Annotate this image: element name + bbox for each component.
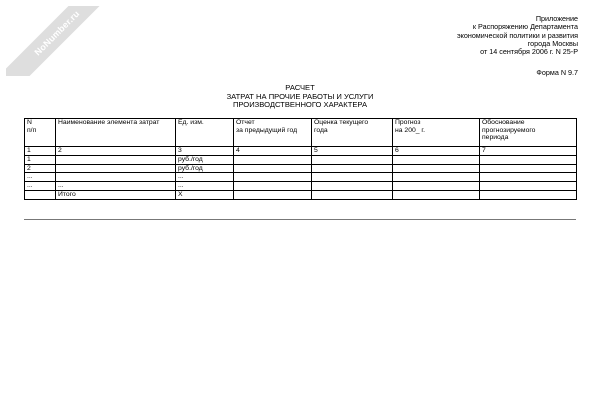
table-cell	[480, 173, 577, 182]
form-number: Форма N 9.7	[536, 68, 578, 77]
table-row	[25, 155, 577, 164]
table-cell	[480, 190, 577, 199]
table-cell	[234, 164, 312, 173]
header-cell: Оценка текущего года	[312, 119, 393, 147]
table-cell	[312, 164, 393, 173]
column-number-row	[25, 147, 577, 156]
table-row	[25, 173, 577, 182]
table-cell: 3	[176, 147, 234, 156]
table-cell	[393, 173, 480, 182]
table-cell	[480, 164, 577, 173]
table-cell	[234, 155, 312, 164]
table-cell	[312, 155, 393, 164]
table-cell: ...	[25, 173, 56, 182]
table-cell: ...	[25, 182, 56, 191]
table-cell	[393, 155, 480, 164]
table-cell: 4	[234, 147, 312, 156]
table-cell: 7	[480, 147, 577, 156]
table-cell	[234, 182, 312, 191]
page-divider	[24, 219, 576, 220]
header-cell: N п/п	[25, 119, 56, 147]
table-row-total	[25, 190, 577, 199]
table-cell: ...	[56, 182, 176, 191]
table-cell: 6	[393, 147, 480, 156]
table-cell: 1	[25, 155, 56, 164]
table-cell	[480, 155, 577, 164]
table-cell	[393, 164, 480, 173]
table-cell	[25, 190, 56, 199]
header-cell: Отчет за предыдущий год	[234, 119, 312, 147]
table-cell	[312, 190, 393, 199]
table-cell	[234, 173, 312, 182]
cost-table	[24, 118, 577, 200]
table-cell: X	[176, 190, 234, 199]
watermark	[6, 6, 106, 76]
table-cell	[56, 155, 176, 164]
header-cell: Прогноз на 200_ г.	[393, 119, 480, 147]
approval-line: к Распоряжению Департамента	[472, 22, 578, 32]
table-cell	[312, 173, 393, 182]
table-row	[25, 164, 577, 173]
table-header-row	[25, 119, 577, 147]
table-cell: 2	[56, 147, 176, 156]
approval-line: города Москвы	[527, 38, 578, 48]
header-cell: Ед. изм.	[176, 119, 234, 147]
table-cell	[234, 190, 312, 199]
approval-line: экономической политики и развития	[456, 30, 578, 40]
table-cell: Итого	[56, 190, 176, 199]
table-cell	[56, 164, 176, 173]
approval-line: от 14 сентября 2006 г. N 25-Р	[480, 47, 578, 57]
approval-block	[457, 15, 578, 56]
table-row	[25, 182, 577, 191]
heading-title: РАСЧЕТ	[285, 83, 315, 92]
table-cell	[312, 182, 393, 191]
table-cell: 5	[312, 147, 393, 156]
header-cell: Обоснование прогнозируемого периода	[480, 119, 577, 147]
table-cell: ...	[176, 173, 234, 182]
table-cell: 1	[25, 147, 56, 156]
table-cell: ...	[176, 182, 234, 191]
heading-subtitle: ПРОИЗВОДСТВЕННОГО ХАРАКТЕРА	[232, 100, 368, 110]
table-cell: руб./год	[176, 164, 234, 173]
table-cell	[56, 173, 176, 182]
document-heading	[0, 84, 600, 110]
header-cell: Наименование элемента затрат	[56, 119, 176, 147]
table-cell: 2	[25, 164, 56, 173]
heading-subtitle: ЗАТРАТ НА ПРОЧИЕ РАБОТЫ И УСЛУГИ	[226, 91, 374, 101]
table-cell	[393, 182, 480, 191]
approval-line: Приложение	[535, 14, 578, 23]
watermark-text: NoNumber.ru	[32, 8, 82, 58]
table-cell: руб./год	[176, 155, 234, 164]
table-cell	[393, 190, 480, 199]
table-cell	[480, 182, 577, 191]
